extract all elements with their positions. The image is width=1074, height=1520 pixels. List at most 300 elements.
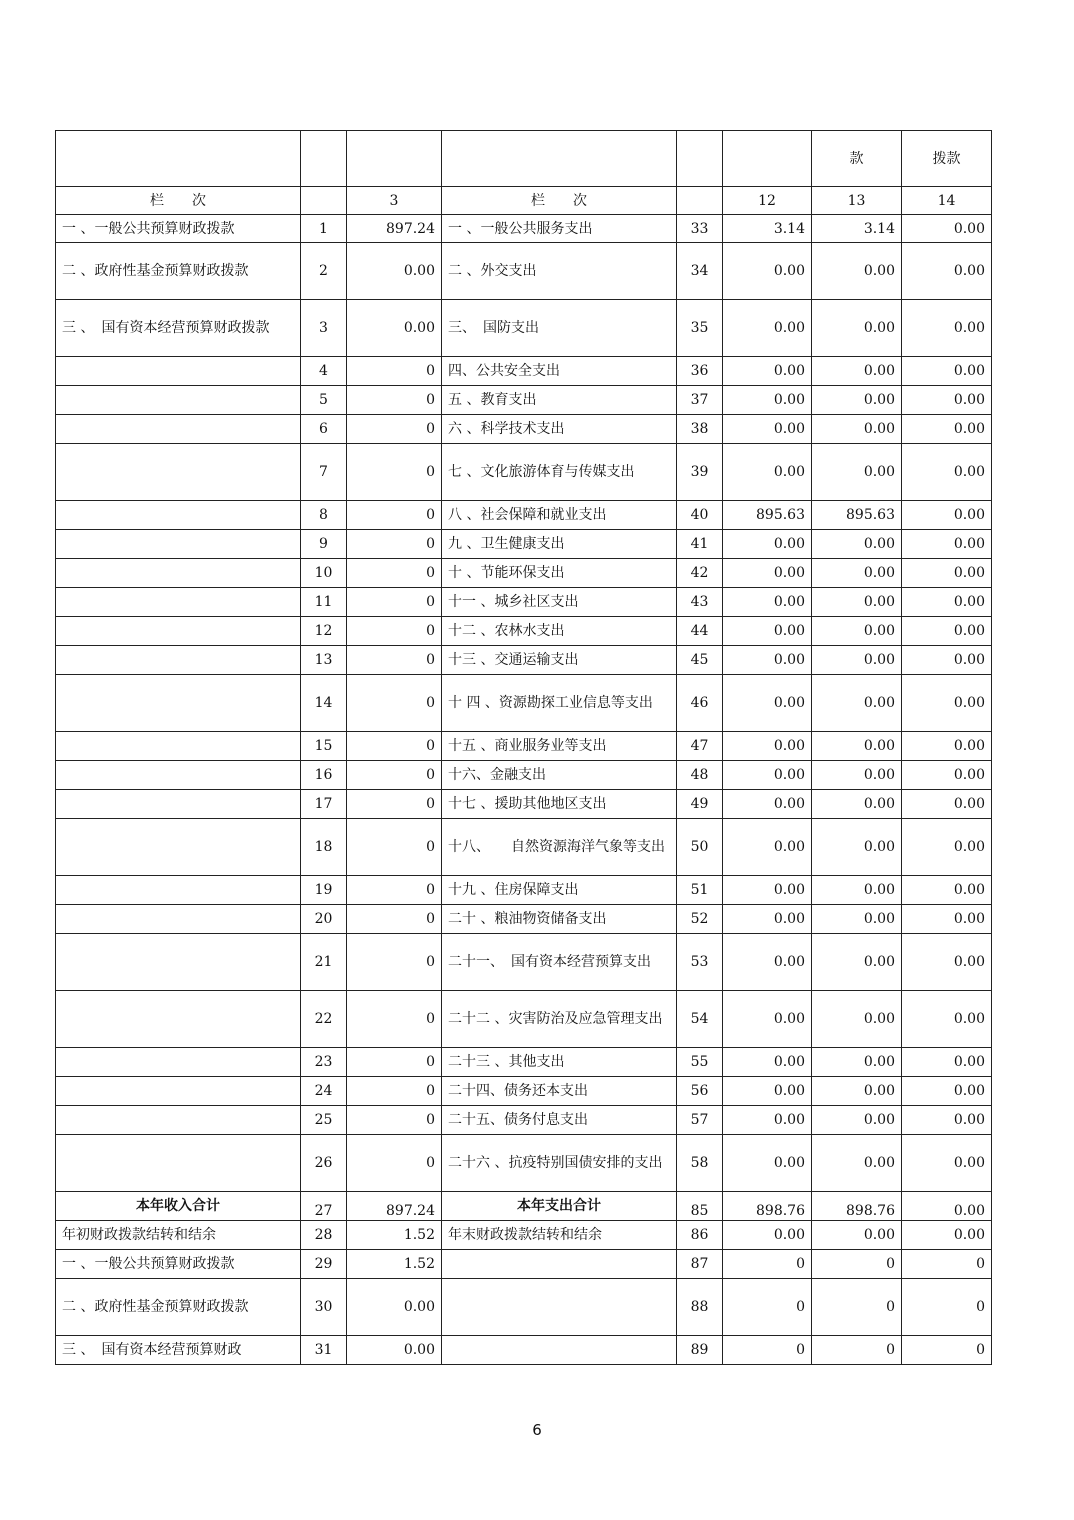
expense-total: 0.00 — [723, 761, 812, 790]
expense-project: 0.00 — [902, 761, 992, 790]
table-row — [56, 559, 992, 588]
income-line-no: 17 — [301, 790, 347, 819]
income-amount: 0 — [347, 991, 442, 1048]
income-amount: 0.00 — [347, 1279, 442, 1336]
income-amount: 0 — [347, 559, 442, 588]
expense-total: 0.00 — [723, 790, 812, 819]
budget-sheet — [55, 130, 991, 1365]
income-item — [56, 991, 301, 1048]
header-top-cell — [56, 131, 301, 187]
column-number-cell — [677, 187, 723, 215]
income-line-no: 5 — [301, 386, 347, 415]
expense-basic: 0.00 — [812, 386, 902, 415]
expense-basic: 0.00 — [812, 1048, 902, 1077]
income-item: 本年收入合计 — [56, 1192, 301, 1221]
table-row — [56, 1077, 992, 1106]
income-line-no: 23 — [301, 1048, 347, 1077]
expense-basic: 0.00 — [812, 790, 902, 819]
header-top-cell — [301, 131, 347, 187]
income-amount: 0 — [347, 675, 442, 732]
expense-total: 0.00 — [723, 530, 812, 559]
expense-line-no: 56 — [677, 1077, 723, 1106]
income-line-no: 4 — [301, 357, 347, 386]
expense-project: 0.00 — [902, 819, 992, 876]
expense-total: 0.00 — [723, 675, 812, 732]
income-item — [56, 444, 301, 501]
income-item — [56, 559, 301, 588]
income-amount: 0 — [347, 934, 442, 991]
header-top-cell: 拨款 — [902, 131, 992, 187]
expense-project: 0 — [902, 1336, 992, 1365]
income-line-no: 10 — [301, 559, 347, 588]
budget-table — [55, 130, 992, 1365]
expense-project: 0.00 — [902, 243, 992, 300]
expense-line-no: 86 — [677, 1221, 723, 1250]
expense-line-no: 41 — [677, 530, 723, 559]
income-item: 三 、 国有资本经营预算财政拨款 — [56, 300, 301, 357]
income-amount: 0.00 — [347, 300, 442, 357]
income-item — [56, 732, 301, 761]
expense-item: 七 、文化旅游体育与传媒支出 — [442, 444, 677, 501]
expense-item: 三、 国防支出 — [442, 300, 677, 357]
table-row — [56, 415, 992, 444]
income-amount: 1.52 — [347, 1250, 442, 1279]
expense-project: 0.00 — [902, 934, 992, 991]
expense-basic: 0.00 — [812, 819, 902, 876]
expense-basic: 0.00 — [812, 243, 902, 300]
expense-line-no: 44 — [677, 617, 723, 646]
expense-line-no: 51 — [677, 876, 723, 905]
expense-total: 0.00 — [723, 1221, 812, 1250]
table-row — [56, 1336, 992, 1365]
expense-item: 十七 、援助其他地区支出 — [442, 790, 677, 819]
column-number-cell: 12 — [723, 187, 812, 215]
expense-basic: 3.14 — [812, 215, 902, 243]
table-row — [56, 501, 992, 530]
table-row — [56, 1106, 992, 1135]
expense-item: 二十六 、抗疫特别国债安排的支出 — [442, 1135, 677, 1192]
income-item — [56, 790, 301, 819]
income-amount: 1.52 — [347, 1221, 442, 1250]
header-top-cell — [347, 131, 442, 187]
expense-basic: 0.00 — [812, 761, 902, 790]
expense-total: 0.00 — [723, 243, 812, 300]
income-line-no: 9 — [301, 530, 347, 559]
column-number-cell: 栏 次 — [442, 187, 677, 215]
table-row — [56, 876, 992, 905]
income-amount: 0 — [347, 819, 442, 876]
table-row — [56, 1221, 992, 1250]
expense-line-no: 55 — [677, 1048, 723, 1077]
expense-basic: 0.00 — [812, 300, 902, 357]
income-amount: 0 — [347, 876, 442, 905]
expense-basic: 0 — [812, 1250, 902, 1279]
expense-total: 0.00 — [723, 819, 812, 876]
income-amount: 0 — [347, 646, 442, 675]
expense-project: 0.00 — [902, 1221, 992, 1250]
income-amount: 0 — [347, 1048, 442, 1077]
table-row — [56, 588, 992, 617]
income-line-no: 26 — [301, 1135, 347, 1192]
expense-line-no: 34 — [677, 243, 723, 300]
expense-line-no: 88 — [677, 1279, 723, 1336]
expense-basic: 0.00 — [812, 1221, 902, 1250]
expense-line-no: 57 — [677, 1106, 723, 1135]
expense-line-no: 50 — [677, 819, 723, 876]
expense-project: 0.00 — [902, 732, 992, 761]
expense-project: 0.00 — [902, 588, 992, 617]
expense-basic: 0.00 — [812, 357, 902, 386]
income-line-no: 19 — [301, 876, 347, 905]
expense-item: 二十二 、灾害防治及应急管理支出 — [442, 991, 677, 1048]
expense-line-no: 46 — [677, 675, 723, 732]
expense-line-no: 87 — [677, 1250, 723, 1279]
expense-line-no: 35 — [677, 300, 723, 357]
income-amount: 897.24 — [347, 1192, 442, 1221]
expense-line-no: 89 — [677, 1336, 723, 1365]
column-number-cell: 13 — [812, 187, 902, 215]
income-line-no: 30 — [301, 1279, 347, 1336]
expense-project: 0.00 — [902, 991, 992, 1048]
income-item: 年初财政拨款结转和结余 — [56, 1221, 301, 1250]
table-row — [56, 1048, 992, 1077]
expense-project: 0.00 — [902, 790, 992, 819]
income-line-no: 15 — [301, 732, 347, 761]
expense-basic: 0.00 — [812, 905, 902, 934]
expense-project: 0.00 — [902, 1048, 992, 1077]
expense-total: 0.00 — [723, 415, 812, 444]
expense-item: 十三 、交通运输支出 — [442, 646, 677, 675]
income-item: 三 、 国有资本经营预算财政 — [56, 1336, 301, 1365]
expense-basic: 0.00 — [812, 991, 902, 1048]
income-item — [56, 876, 301, 905]
income-amount: 0 — [347, 530, 442, 559]
income-item — [56, 761, 301, 790]
expense-item: 十二 、农林水支出 — [442, 617, 677, 646]
expense-project: 0 — [902, 1279, 992, 1336]
expense-line-no: 40 — [677, 501, 723, 530]
table-row — [56, 732, 992, 761]
income-amount: 0 — [347, 732, 442, 761]
income-line-no: 16 — [301, 761, 347, 790]
expense-total: 0.00 — [723, 991, 812, 1048]
expense-basic: 0.00 — [812, 1106, 902, 1135]
expense-item: 五 、教育支出 — [442, 386, 677, 415]
expense-project: 0.00 — [902, 646, 992, 675]
expense-basic: 895.63 — [812, 501, 902, 530]
expense-line-no: 45 — [677, 646, 723, 675]
table-row — [56, 761, 992, 790]
income-amount: 0.00 — [347, 1336, 442, 1365]
expense-item: 一 、一般公共服务支出 — [442, 215, 677, 243]
column-number-cell: 14 — [902, 187, 992, 215]
expense-line-no: 38 — [677, 415, 723, 444]
table-row — [56, 386, 992, 415]
expense-line-no: 43 — [677, 588, 723, 617]
expense-project: 0.00 — [902, 675, 992, 732]
income-line-no: 20 — [301, 905, 347, 934]
expense-item: 二十五、债务付息支出 — [442, 1106, 677, 1135]
expense-total: 0.00 — [723, 646, 812, 675]
table-row — [56, 243, 992, 300]
income-line-no: 1 — [301, 215, 347, 243]
income-line-no: 6 — [301, 415, 347, 444]
income-line-no: 8 — [301, 501, 347, 530]
expense-project: 0.00 — [902, 876, 992, 905]
income-line-no: 11 — [301, 588, 347, 617]
expense-total: 0.00 — [723, 386, 812, 415]
expense-basic: 0 — [812, 1336, 902, 1365]
income-line-no: 12 — [301, 617, 347, 646]
income-amount: 0 — [347, 501, 442, 530]
table-row — [56, 1279, 992, 1336]
income-item: 二 、政府性基金预算财政拨款 — [56, 1279, 301, 1336]
income-item — [56, 1135, 301, 1192]
income-line-no: 31 — [301, 1336, 347, 1365]
expense-item: 年末财政拨款结转和结余 — [442, 1221, 677, 1250]
table-row — [56, 934, 992, 991]
expense-item: 二十一、 国有资本经营预算支出 — [442, 934, 677, 991]
expense-total: 0.00 — [723, 444, 812, 501]
table-row — [56, 215, 992, 243]
income-amount: 0 — [347, 415, 442, 444]
income-item — [56, 415, 301, 444]
expense-basic: 0.00 — [812, 934, 902, 991]
expense-line-no: 36 — [677, 357, 723, 386]
expense-line-no: 47 — [677, 732, 723, 761]
income-item — [56, 588, 301, 617]
expense-project: 0.00 — [902, 1106, 992, 1135]
income-item — [56, 934, 301, 991]
table-row — [56, 646, 992, 675]
expense-line-no: 53 — [677, 934, 723, 991]
expense-project: 0.00 — [902, 444, 992, 501]
income-item — [56, 675, 301, 732]
page-number: 6 — [532, 1421, 542, 1439]
expense-line-no: 39 — [677, 444, 723, 501]
expense-basic: 0.00 — [812, 559, 902, 588]
table-row — [56, 790, 992, 819]
expense-total: 0.00 — [723, 1106, 812, 1135]
expense-total: 0.00 — [723, 300, 812, 357]
income-line-no: 25 — [301, 1106, 347, 1135]
expense-item: 本年支出合计 — [442, 1192, 677, 1221]
income-item — [56, 357, 301, 386]
expense-total: 0 — [723, 1279, 812, 1336]
table-row — [56, 1135, 992, 1192]
expense-basic: 0.00 — [812, 588, 902, 617]
header-top-cell — [442, 131, 677, 187]
table-row — [56, 675, 992, 732]
expense-total: 0.00 — [723, 588, 812, 617]
income-amount: 0 — [347, 444, 442, 501]
income-item: 二 、政府性基金预算财政拨款 — [56, 243, 301, 300]
expense-basic: 0.00 — [812, 530, 902, 559]
income-item — [56, 1048, 301, 1077]
expense-basic: 898.76 — [812, 1192, 902, 1221]
expense-item: 二十四、债务还本支出 — [442, 1077, 677, 1106]
expense-project: 0.00 — [902, 300, 992, 357]
expense-total: 0.00 — [723, 876, 812, 905]
expense-project: 0.00 — [902, 501, 992, 530]
income-line-no: 13 — [301, 646, 347, 675]
expense-line-no: 54 — [677, 991, 723, 1048]
income-item — [56, 905, 301, 934]
header-top-cell — [677, 131, 723, 187]
expense-project: 0.00 — [902, 1192, 992, 1221]
expense-total: 0.00 — [723, 934, 812, 991]
expense-item: 二 、外交支出 — [442, 243, 677, 300]
expense-item — [442, 1279, 677, 1336]
expense-item: 四、公共安全支出 — [442, 357, 677, 386]
income-amount: 0 — [347, 617, 442, 646]
table-row — [56, 617, 992, 646]
income-item: 一 、一般公共预算财政拨款 — [56, 215, 301, 243]
expense-total: 0.00 — [723, 1135, 812, 1192]
column-number-cell: 3 — [347, 187, 442, 215]
expense-basic: 0.00 — [812, 1135, 902, 1192]
income-line-no: 29 — [301, 1250, 347, 1279]
column-number-row — [56, 187, 992, 215]
expense-basic: 0.00 — [812, 444, 902, 501]
table-row — [56, 1192, 992, 1221]
income-line-no: 22 — [301, 991, 347, 1048]
expense-item: 十五 、商业服务业等支出 — [442, 732, 677, 761]
table-row — [56, 1250, 992, 1279]
header-top-cell — [723, 131, 812, 187]
expense-basic: 0.00 — [812, 415, 902, 444]
income-line-no: 24 — [301, 1077, 347, 1106]
income-amount: 897.24 — [347, 215, 442, 243]
expense-basic: 0.00 — [812, 675, 902, 732]
income-amount: 0 — [347, 1077, 442, 1106]
income-amount: 0 — [347, 761, 442, 790]
expense-total: 895.63 — [723, 501, 812, 530]
expense-line-no: 49 — [677, 790, 723, 819]
expense-item: 八 、社会保障和就业支出 — [442, 501, 677, 530]
expense-project: 0.00 — [902, 386, 992, 415]
expense-item: 九 、卫生健康支出 — [442, 530, 677, 559]
table-row — [56, 357, 992, 386]
expense-line-no: 48 — [677, 761, 723, 790]
expense-total: 0.00 — [723, 559, 812, 588]
income-item — [56, 530, 301, 559]
header-row — [56, 131, 992, 187]
expense-basic: 0.00 — [812, 1077, 902, 1106]
income-item — [56, 386, 301, 415]
table-row — [56, 444, 992, 501]
expense-line-no: 85 — [677, 1192, 723, 1221]
expense-item: 二十 、粮油物资储备支出 — [442, 905, 677, 934]
expense-project: 0.00 — [902, 357, 992, 386]
expense-item: 十八、 自然资源海洋气象等支出 — [442, 819, 677, 876]
expense-total: 0.00 — [723, 1048, 812, 1077]
income-amount: 0.00 — [347, 243, 442, 300]
expense-total: 0.00 — [723, 357, 812, 386]
expense-line-no: 52 — [677, 905, 723, 934]
expense-basic: 0.00 — [812, 617, 902, 646]
column-number-cell: 栏 次 — [56, 187, 301, 215]
expense-item: 二十三 、其他支出 — [442, 1048, 677, 1077]
expense-basic: 0.00 — [812, 732, 902, 761]
expense-total: 0.00 — [723, 617, 812, 646]
table-row — [56, 991, 992, 1048]
income-amount: 0 — [347, 1135, 442, 1192]
table-row — [56, 300, 992, 357]
column-number-cell — [301, 187, 347, 215]
expense-basic: 0.00 — [812, 876, 902, 905]
expense-item: 十九 、住房保障支出 — [442, 876, 677, 905]
expense-total: 0 — [723, 1336, 812, 1365]
expense-basic: 0 — [812, 1279, 902, 1336]
expense-item: 十一 、城乡社区支出 — [442, 588, 677, 617]
header-top-cell: 款 — [812, 131, 902, 187]
expense-item — [442, 1250, 677, 1279]
income-amount: 0 — [347, 386, 442, 415]
expense-project: 0.00 — [902, 559, 992, 588]
income-item: 一 、一般公共预算财政拨款 — [56, 1250, 301, 1279]
expense-item: 十 四 、资源勘探工业信息等支出 — [442, 675, 677, 732]
expense-project: 0.00 — [902, 415, 992, 444]
expense-line-no: 58 — [677, 1135, 723, 1192]
income-amount: 0 — [347, 357, 442, 386]
table-row — [56, 819, 992, 876]
expense-project: 0.00 — [902, 215, 992, 243]
expense-total: 898.76 — [723, 1192, 812, 1221]
income-line-no: 21 — [301, 934, 347, 991]
income-line-no: 14 — [301, 675, 347, 732]
expense-line-no: 33 — [677, 215, 723, 243]
income-amount: 0 — [347, 905, 442, 934]
expense-item — [442, 1336, 677, 1365]
income-line-no: 27 — [301, 1192, 347, 1221]
income-item — [56, 617, 301, 646]
expense-project: 0 — [902, 1250, 992, 1279]
expense-project: 0.00 — [902, 1077, 992, 1106]
expense-total: 0.00 — [723, 732, 812, 761]
expense-item: 十 、节能环保支出 — [442, 559, 677, 588]
income-amount: 0 — [347, 588, 442, 617]
table-row — [56, 905, 992, 934]
income-line-no: 7 — [301, 444, 347, 501]
expense-basic: 0.00 — [812, 646, 902, 675]
income-amount: 0 — [347, 790, 442, 819]
income-item — [56, 1077, 301, 1106]
expense-total: 3.14 — [723, 215, 812, 243]
expense-total: 0.00 — [723, 905, 812, 934]
expense-item: 六 、科学技术支出 — [442, 415, 677, 444]
expense-project: 0.00 — [902, 905, 992, 934]
expense-project: 0.00 — [902, 530, 992, 559]
income-item — [56, 819, 301, 876]
income-line-no: 2 — [301, 243, 347, 300]
income-item — [56, 501, 301, 530]
expense-project: 0.00 — [902, 1135, 992, 1192]
income-item — [56, 1106, 301, 1135]
income-line-no: 28 — [301, 1221, 347, 1250]
expense-line-no: 37 — [677, 386, 723, 415]
expense-project: 0.00 — [902, 617, 992, 646]
income-item — [56, 646, 301, 675]
income-line-no: 3 — [301, 300, 347, 357]
expense-total: 0 — [723, 1250, 812, 1279]
expense-line-no: 42 — [677, 559, 723, 588]
income-amount: 0 — [347, 1106, 442, 1135]
expense-total: 0.00 — [723, 1077, 812, 1106]
income-line-no: 18 — [301, 819, 347, 876]
expense-item: 十六、金融支出 — [442, 761, 677, 790]
table-row — [56, 530, 992, 559]
